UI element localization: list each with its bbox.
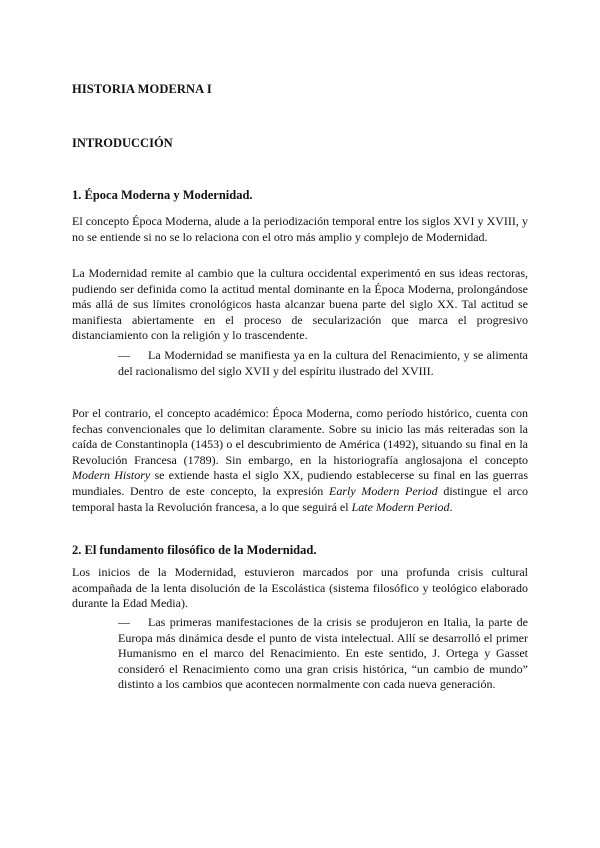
quote-dash: — [118, 348, 130, 362]
section2-paragraph-1: Los inicios de la Modernidad, estuvieron marcados por una profunda crisis cultural acompañada de la lenta disolución de la Escolástica (sistema filosófico y teológico elaborado durante la Edad Media). [72, 565, 528, 611]
intro-heading: INTRODUCCIÓN [72, 136, 173, 150]
section1-paragraph-3 [72, 406, 528, 515]
p3-emphasis-late-modern: Late Modern Period [351, 499, 450, 514]
p3-text-d: . [449, 499, 453, 514]
section1-paragraph-1: El concepto Época Moderna, alude a la periodización temporal entre los siglos XVI y XVIII, y no se entiende si no se lo relaciona con el otro más amplio y complejo de Modernidad. [72, 214, 528, 244]
p3-text-b: se extiende hasta el siglo XX, pudiendo establecerse su final en las guerras mundiales. Dentro de este concepto, la expresión [72, 468, 528, 498]
section2-heading: 2. El fundamento filosófico de la Modernidad. [72, 543, 317, 557]
quote-dash: — [118, 615, 130, 629]
p3-text-c: distingue el arco temporal hasta la Revolución francesa, a lo que seguirá el [72, 483, 528, 514]
p3-text-a: Por el contrario, el concepto académico: Época Moderna, como período histórico, cuenta con fechas convencionales que lo delimitan claramente. Sobre su inicio las más reiteradas son la caída de Constantinopla (1453) o el descubrimiento de América (1492), situando su final en la Revolución Francesa (1789). Sin embargo, en la historiografía anglosajona el concepto [72, 406, 528, 467]
document-title: HISTORIA MODERNA I [72, 82, 212, 96]
p3-emphasis-modern-history: Modern History [72, 468, 151, 483]
section1-heading: 1. Época Moderna y Modernidad. [72, 188, 253, 202]
section1-quote-text: La Modernidad se manifiesta ya en la cultura del Renacimiento, y se alimenta del racionalismo del siglo XVII y del espíritu ilustrado del XVIII. [118, 348, 528, 378]
section2-quote-text: Las primeras manifestaciones de la crisis se produjeron en Italia, la parte de Europa más dinámica desde el punto de vista intelectual. Allí se desarrolló el primer Humanismo en el marco del Renacimiento. En este sentido, J. Ortega y Gasset consideró el Renacimiento como una gran crisis histórica, “un cambio de mundo” distinto a los cambios que acontecen normalmente con cada nueva generación. [118, 615, 528, 692]
section1-paragraph-2: La Modernidad remite al cambio que la cultura occidental experimentó en sus ideas rectoras, pudiendo ser definida como la actitud mental dominante en la Época Moderna, prolongándose más allá de sus límites cronológicos hasta alcanzar buena parte del siglo XX. Tal actitud se manifiesta abiertamente en el proceso de secularización que marca el progresivo distanciamiento con la religión y lo trascendente. [72, 266, 528, 343]
section1-quote [118, 348, 528, 379]
section2-quote [118, 615, 528, 693]
p3-emphasis-early-modern: Early Modern Period [328, 483, 438, 498]
